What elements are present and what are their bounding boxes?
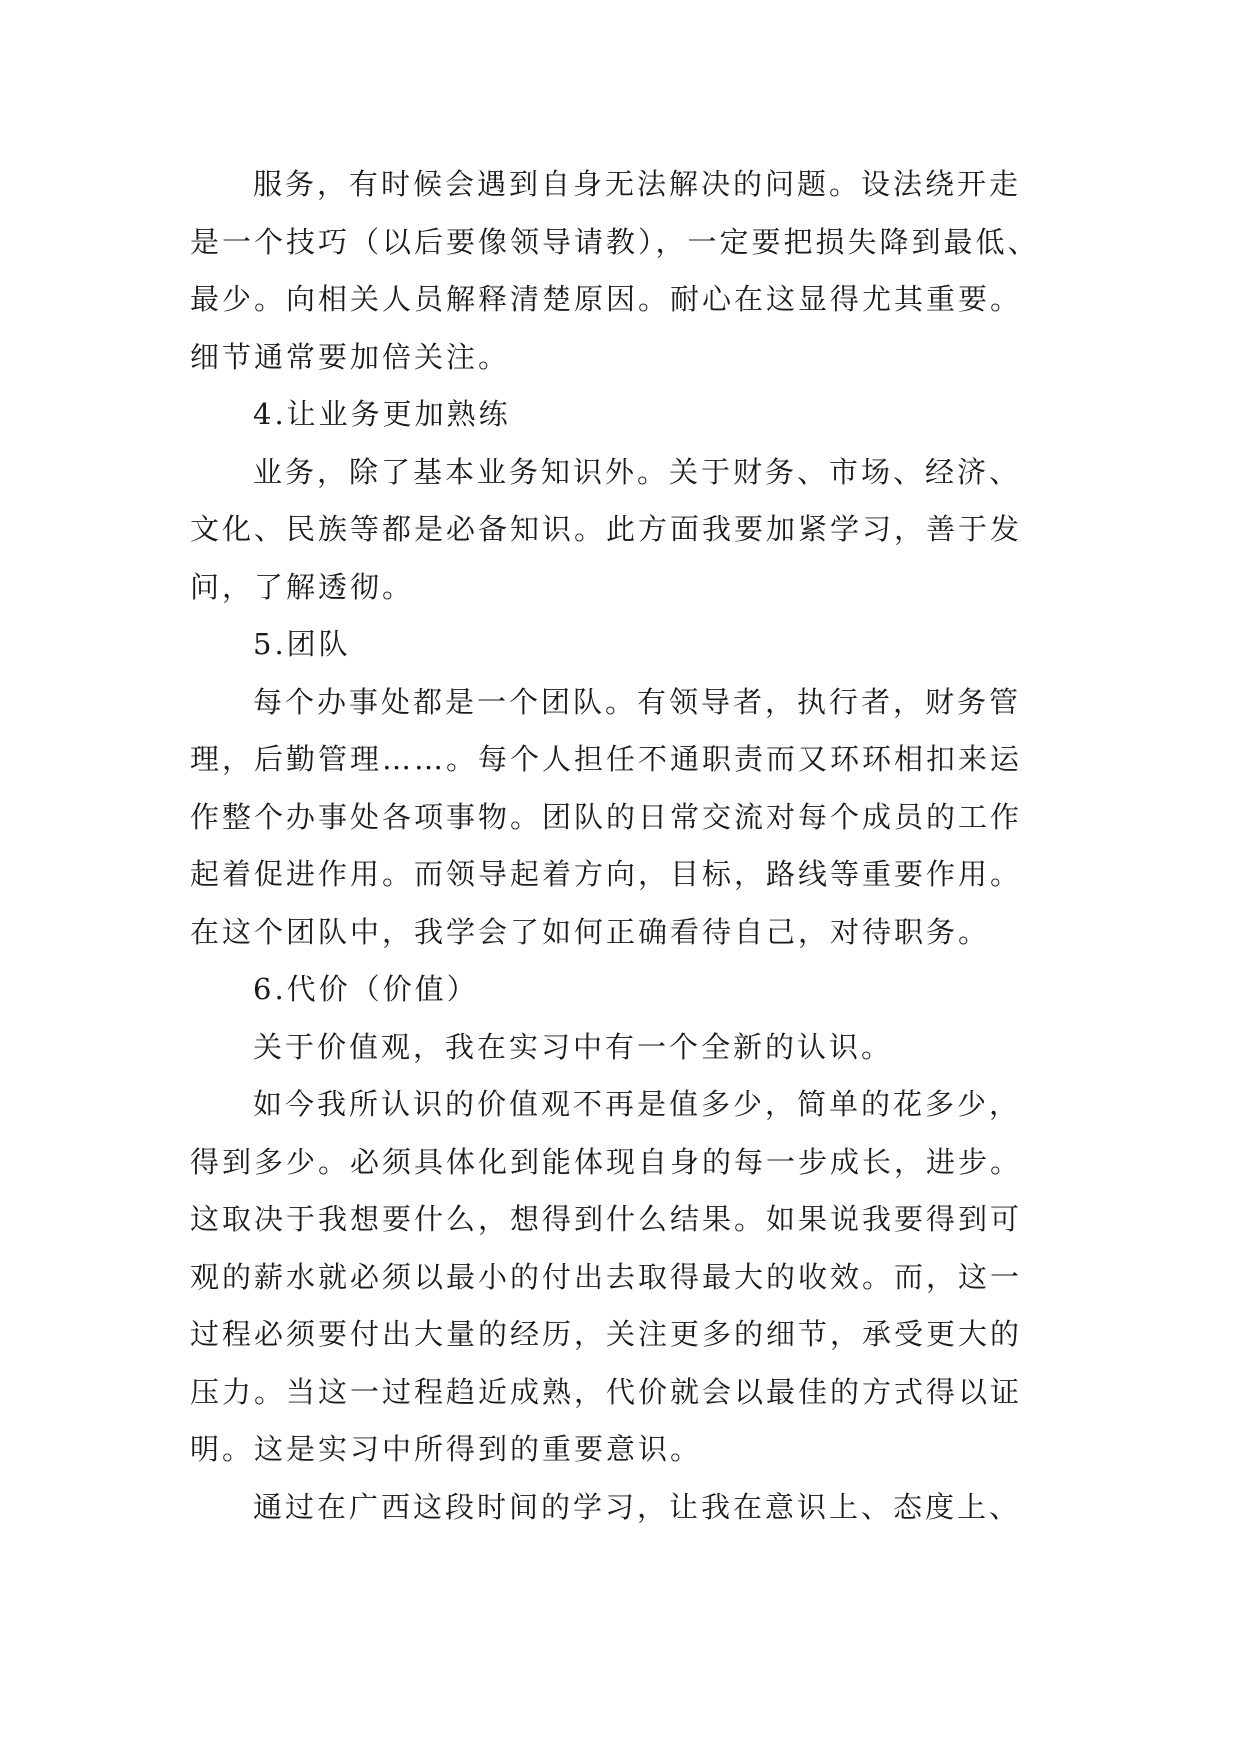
text-line: 这取决于我想要什么，想得到什么结果。如果说我要得到可 [190, 1202, 1023, 1236]
text-line: 理，后勤管理……。每个人担任不通职责而又环环相扣来运 [190, 742, 1023, 776]
text-line: 作整个办事处各项事物。团队的日常交流对每个成员的工作 [190, 800, 1023, 834]
text-line: 最少。向相关人员解释清楚原因。耐心在这显得尤其重要。 [190, 282, 1023, 316]
text-line: 文化、民族等都是必备知识。此方面我要加紧学习，善于发 [190, 512, 1023, 546]
text-line: 在这个团队中，我学会了如何正确看待自己，对待职务。 [190, 915, 991, 949]
section-heading: 5.团队 [253, 627, 351, 661]
section-heading: 6.代价（价值） [253, 972, 479, 1006]
text-line: 问，了解透彻。 [190, 570, 415, 604]
text-line: 过程必须要付出大量的经历，关注更多的细节，承受更大的 [190, 1317, 1023, 1351]
text-line: 如今我所认识的价值观不再是值多少，简单的花多少， [253, 1087, 1022, 1121]
text-line: 每个办事处都是一个团队。有领导者，执行者，财务管 [253, 685, 1022, 719]
text-line: 服务，有时候会遇到自身无法解决的问题。设法绕开走 [253, 167, 1022, 201]
text-line: 关于价值观，我在实习中有一个全新的认识。 [253, 1030, 894, 1064]
text-line: 得到多少。必须具体化到能体现自身的每一步成长，进步。 [190, 1145, 1023, 1179]
section-heading: 4.让业务更加熟练 [253, 397, 511, 431]
text-line: 是一个技巧（以后要像领导请教），一定要把损失降到最低、 [190, 225, 1040, 259]
text-line: 压力。当这一过程趋近成熟，代价就会以最佳的方式得以证 [190, 1375, 1023, 1409]
text-line: 起着促进作用。而领导起着方向，目标，路线等重要作用。 [190, 857, 1023, 891]
text-line: 观的薪水就必须以最小的付出去取得最大的收效。而，这一 [190, 1260, 1023, 1294]
text-line: 业务，除了基本业务知识外。关于财务、市场、经济、 [253, 455, 1022, 489]
text-line: 通过在广西这段时间的学习，让我在意识上、态度上、 [253, 1490, 1022, 1524]
text-line: 明。这是实习中所得到的重要意识。 [190, 1432, 703, 1466]
text-line: 细节通常要加倍关注。 [190, 340, 511, 374]
